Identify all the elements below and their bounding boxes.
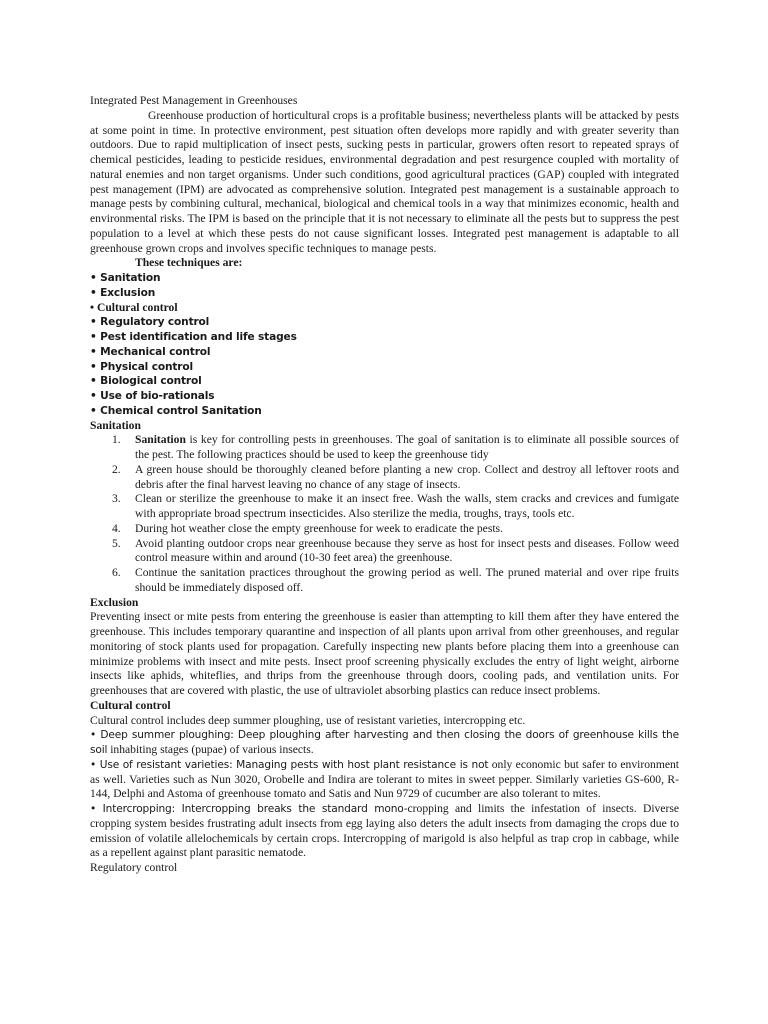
technique-item: • Regulatory control — [90, 316, 210, 329]
technique-item: • Use of bio-rationals — [90, 390, 215, 402]
techniques-list — [90, 271, 679, 419]
cultural-heading: Cultural control — [90, 698, 171, 712]
item-text: is key for controlling pests in greenhouses. The goal of sanitation is to eliminate all possible sources of the pest. The following practices should be used to keep the greenhouse tidy — [135, 433, 679, 461]
item-number: 1. — [112, 433, 121, 447]
sanitation-item — [90, 463, 679, 493]
techniques-heading: These techniques are: — [135, 256, 243, 270]
point-lead: • Deep summer ploughing: Deep ploughing after harvesting and then closing the doors of greenhouse kills the soil — [90, 729, 679, 756]
point-lead: • Intercropping: Intercropping breaks the standard mono- — [90, 803, 408, 815]
technique-item: • Chemical control Sanitation — [90, 404, 262, 417]
item-lead: Sanitation — [135, 433, 186, 447]
cultural-point-ploughing — [90, 728, 679, 758]
item-text: Continue the sanitation practices throughout the growing period as well. The pruned material and over ripe fruits should be immediately disposed off. — [135, 566, 679, 594]
sanitation-item — [90, 566, 679, 596]
point-text: cropping and limits the infestation of insects. Diverse cropping system besides frustrating adult insects from egg laying also deters the adult insects from damaging the crops due to emission of volatile allelochemicals by certain crops. Intercropping of marigold is also helpful as trap crop in cabbage, while as a repellent against plant parasitic nematode. — [90, 802, 679, 860]
item-text: Clean or sterilize the greenhouse to make it an insect free. Wash the walls, stem cracks and crevices and fumigate with appropriate broad spectrum insecticides. Also sterilize the media, troughs, trays, tools etc. — [135, 492, 679, 520]
cultural-point-resistant — [90, 758, 679, 802]
intro-paragraph: Greenhouse production of horticultural crops is a profitable business; nevertheless plants will be attacked by pests at some point in time. In protective environment, pest situation often develops more rapidly and with greater severity than outdoors. Due to rapid multiplication of insect pests, sucking pests in particular, growers often resort to repeated sprays of chemical pesticides, leading to pesticide residues, environmental degradation and pest resurgence coupled with mortality of natural enemies and non target organisms. Under such conditions, good agricultural practices (GAP) coupled with integrated pest management (IPM) are advocated as comprehensive solution. Integrated pest management is a sustainable approach to manage pests by combining cultural, mechanical, biological and chemical tools in a way that minimizes economic, health and environmental risks. The IPM is based on the principle that it is not necessary to eliminate all the pests but to suppress the pest population to a level at which these pests do not cause significant losses. Integrated pest management is adaptable to all greenhouse grown crops and involves specific techniques to manage pests. — [90, 108, 679, 255]
sanitation-item — [90, 433, 679, 463]
item-number: 6. — [112, 566, 121, 579]
document-body — [90, 94, 679, 876]
point-lead: • Use of resistant varieties: Managing pests with host plant resistance is not — [90, 758, 489, 771]
sanitation-item — [90, 522, 679, 537]
item-number: 3. — [112, 492, 121, 506]
item-number: 4. — [112, 521, 121, 535]
point-text: only economic but safer to environment as well. Varieties such as Nun 3020, Orobelle and Indira are tolerant to mites in sweet pepper. Similarly varieties GS-600, R-144, Delphi and Astoma of greenhouse tomato and Satis and Nun 9729 of cucumber are also tolerant to mites. — [90, 757, 679, 801]
cultural-intro: Cultural control includes deep summer ploughing, use of resistant varieties, intercropping etc. — [90, 713, 526, 727]
cultural-point-intercropping — [90, 802, 679, 861]
regulatory-heading: Regulatory control — [90, 861, 178, 874]
technique-item: • Exclusion — [90, 286, 156, 299]
sanitation-heading: Sanitation — [90, 418, 141, 432]
item-text: During hot weather close the empty greenhouse for week to eradicate the pests. — [135, 521, 503, 535]
point-text: inhabiting stages (pupae) of various insects. — [107, 743, 314, 756]
item-number: 5. — [112, 536, 121, 550]
technique-item: • Physical control — [90, 360, 193, 373]
document-title: Integrated Pest Management in Greenhouses — [90, 94, 298, 107]
technique-item: • Pest identification and life stages — [90, 331, 297, 343]
item-text: A green house should be thoroughly cleaned before planting a new crop. Collect and destroy all leftover roots and debris after the final harvest leaving no chance of any stage of insects. — [135, 462, 679, 491]
technique-item: • Mechanical control — [90, 345, 211, 358]
exclusion-paragraph: Preventing insect or mite pests from entering the greenhouse is easier than attempting to kill them after they have entered the greenhouse. This includes temporary quarantine and inspection of all plants upon arrival from other greenhouses, and regular monitoring of stock plants used for propagation. Carefully inspecting new plants before placing them into a greenhouse can minimize problems with insect and mite pests. Insect proof screening physically excludes the entry of light weight, airborne insects like aphids, whiteflies, and thrips from the greenhouse through doors, cooling pads, and ventilation units. For greenhouses that are covered with plastic, the use of ultraviolet absorbing plastics can reduce insect problems. — [90, 610, 679, 697]
technique-item: • Cultural control — [90, 300, 178, 314]
item-number: 2. — [112, 462, 121, 476]
sanitation-list — [90, 433, 679, 595]
technique-item: • Biological control — [90, 375, 202, 388]
sanitation-item — [90, 537, 679, 567]
item-text: Avoid planting outdoor crops near greenhouse because they serve as host for insect pests and diseases. Follow weed control measure within and around (10-30 feet area) the greenhouse. — [135, 536, 679, 565]
sanitation-item — [90, 492, 679, 522]
technique-item: • Sanitation — [90, 272, 161, 284]
exclusion-heading: Exclusion — [90, 595, 139, 609]
